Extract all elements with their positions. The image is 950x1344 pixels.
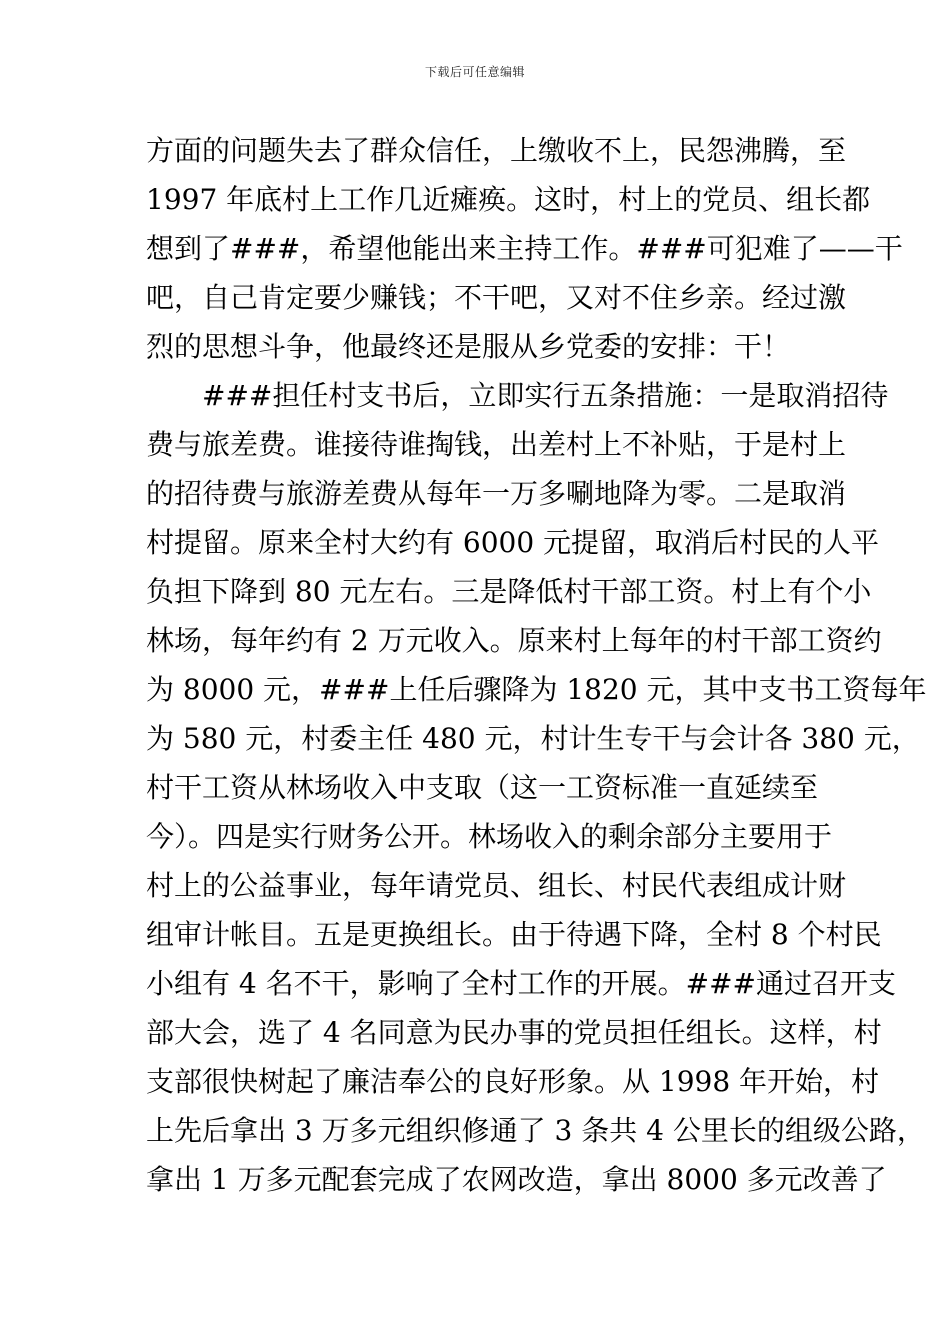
text-line: 费与旅差费。谁接待谁掏钱，出差村上不补贴，于是村上 [146,428,847,461]
text-line: 1997 年底村上工作几近瘫痪。这时，村上的党员、组长都 [146,183,871,216]
text-line: 的招待费与旅游差费从每年一万多唰地降为零。二是取消 [146,477,847,510]
paragraph-first-line: ###担任村支书后，立即实行五条措施：一是取消招待 [202,379,889,412]
text-line: 为 8000 元，###上任后骤降为 1820 元，其中支书工资每年 [146,673,927,706]
text-line: 负担下降到 80 元左右。三是降低村干部工资。村上有个小 [146,575,872,608]
text-line: 小组有 4 名不干，影响了全村工作的开展。###通过召开支 [146,967,897,1000]
text-line: 烈的思想斗争，他最终还是服从乡党委的安排：干！ [146,330,791,363]
text-line: 拿出 1 万多元配套完成了农网改造，拿出 8000 多元改善了 [146,1163,887,1196]
text-line: 上先后拿出 3 万多元组织修通了 3 条共 4 公里长的组级公路， [146,1114,925,1147]
text-line: 部大会，选了 4 名同意为民办事的党员担任组长。这样，村 [146,1016,882,1049]
text-line: 为 580 元，村委主任 480 元，村计生专干与会计各 380 元， [146,722,920,755]
text-line: 林场，每年约有 2 万元收入。原来村上每年的村干部工资约 [146,624,882,657]
text-line: 支部很快树起了廉洁奉公的良好形象。从 1998 年开始，村 [146,1065,880,1098]
text-line: 组审计帐目。五是更换组长。由于待遇下降，全村 8 个村民 [146,918,882,951]
text-line: 村上的公益事业，每年请党员、组长、村民代表组成计财 [146,869,847,902]
text-line: 想到了###，希望他能出来主持工作。###可犯难了——干 [146,232,903,265]
text-line: 村提留。原来全村大约有 6000 元提留，取消后村民的人平 [146,526,880,559]
text-line: 村干工资从林场收入中支取（这一工资标准一直延续至 [146,771,819,804]
page-header: 下载后可任意编辑 [424,65,525,79]
text-line: 方面的问题失去了群众信任，上缴收不上，民怨沸腾，至 [146,134,847,167]
text-line: 今）。四是实行财务公开。林场收入的剩余部分主要用于 [146,820,833,853]
text-line: 吧，自己肯定要少赚钱；不干吧，又对不住乡亲。经过激 [146,281,847,314]
document-body [146,126,927,1204]
